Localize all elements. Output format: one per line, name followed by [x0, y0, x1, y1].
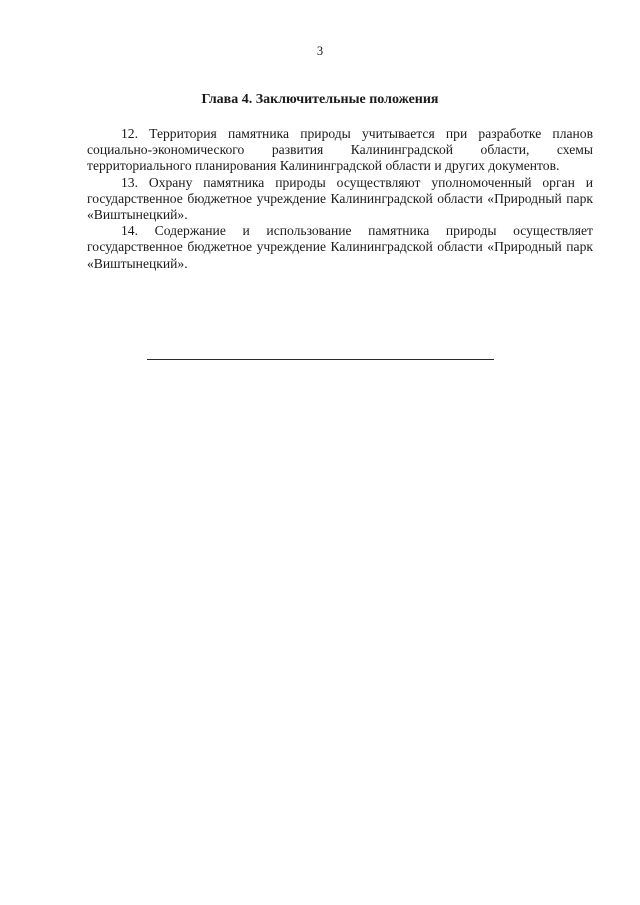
end-divider-line — [147, 359, 494, 360]
paragraph-12: 12. Территория памятника природы учитывается при разработке планов социально-экономического развития Калининградской области, схемы территориального планирования Калининградской области и других документов. — [87, 126, 593, 174]
paragraph-14: 14. Содержание и использование памятника природы осуществляет государственное бюджетное учреждение Калининградской области «Природный парк «Виштынецкий». — [87, 223, 593, 271]
chapter-title: Глава 4. Заключительные положения — [201, 92, 439, 107]
page-number: 3 — [316, 44, 324, 58]
document-body — [87, 126, 593, 272]
paragraph-13: 13. Охрану памятника природы осуществляют уполномоченный орган и государственное бюджетное учреждение Калининградской области «Природный парк «Виштынецкий». — [87, 174, 593, 223]
